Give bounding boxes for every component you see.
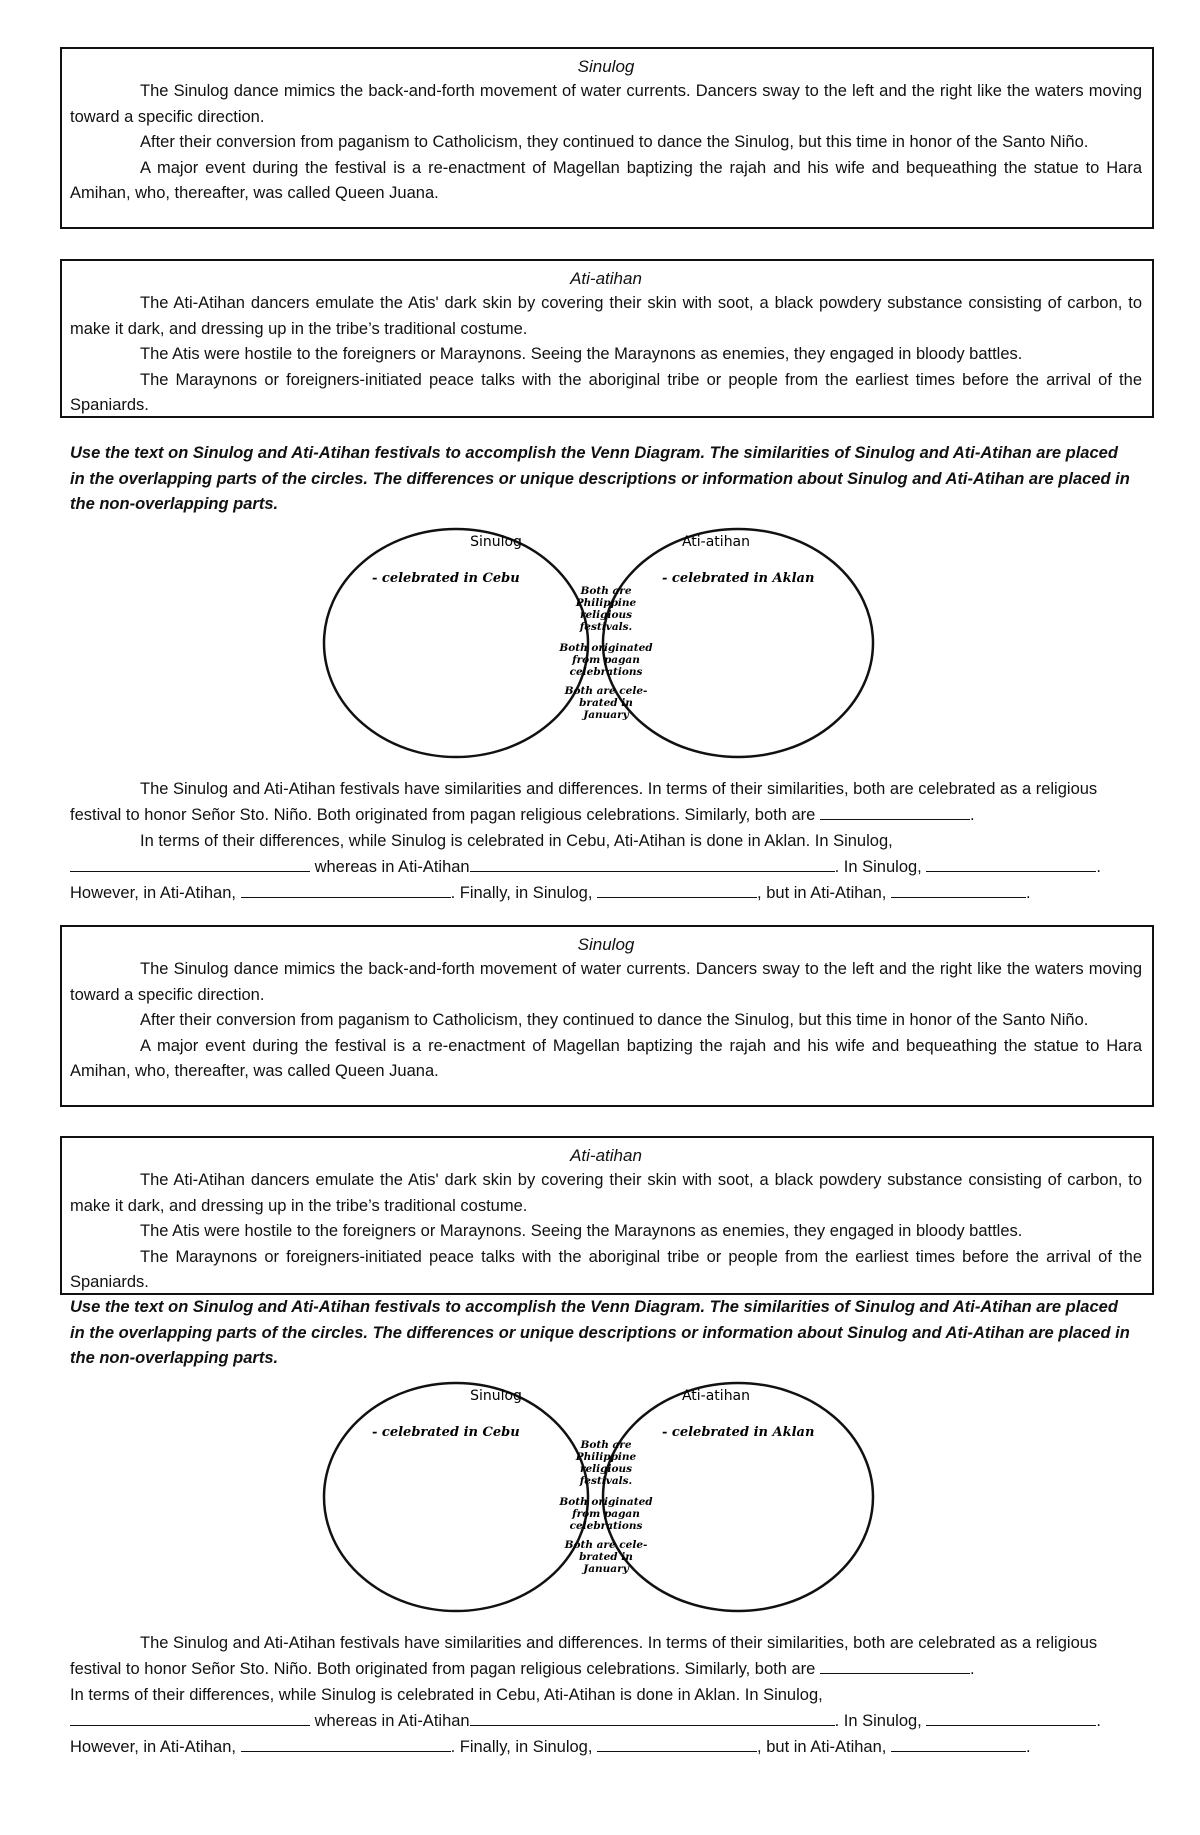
- atiatihan-text-box: [60, 259, 1154, 418]
- sinulog-paragraph-3: A major event during the festival is a re-enactment of Magellan baptizing the rajah and his wife and bequeathing the statue to Hara Amihan, who, thereafter, was called Queen Juana.: [70, 1036, 1142, 1080]
- summary-sentence-3: whereas in Ati-Atihan: [314, 1712, 470, 1730]
- atiatihan-paragraph-3: The Maraynons or foreigners-initiated peace talks with the aboriginal tribe or people from the earliest times before the arrival of the Spaniards.: [70, 1247, 1142, 1291]
- venn-left-item: - celebrated in Cebu: [372, 1425, 520, 1440]
- blank-3[interactable]: [470, 855, 835, 872]
- blank-5[interactable]: [241, 1735, 451, 1752]
- summary-sentence-5: However, in Ati-Atihan,: [70, 1738, 236, 1756]
- venn-overlap-text: [558, 1439, 653, 1575]
- venn-right-item: - celebrated in Aklan: [662, 1425, 815, 1440]
- overlap-3-line-1: Both are cele-: [564, 685, 648, 697]
- venn-right-label: Ati-atihan: [681, 534, 751, 550]
- summary-paragraph: The Sinulog and Ati-Atihan festivals have similarities and differences. In terms of their similarities, both are celebrated as a religious festival to honor Señor Sto. Niño. Both originated from pagan religious celebrations. Similarly, both are . In terms of their differences, while Sinulog is celebrated in Cebu, Ati-Atihan is done in Aklan. In Sinulog, whereas in Ati-Atihan . In Sinulog, . However, in Ati-Atihan, . Finally, in Sinulog, , but in Ati-Atihan, .: [70, 1634, 1101, 1756]
- overlap-1-line-1: Both are: [580, 585, 632, 597]
- blank-5[interactable]: [241, 881, 451, 898]
- overlap-2-line-1: Both originated: [559, 1496, 653, 1508]
- overlap-3-line-1: Both are cele-: [564, 1539, 648, 1551]
- overlap-1-line-1: Both are: [580, 1439, 632, 1451]
- summary-sentence-4: . In Sinulog,: [834, 1712, 922, 1730]
- atiatihan-text-box: [60, 1136, 1154, 1295]
- summary-sentence-7: , but in Ati-Atihan,: [757, 884, 887, 902]
- overlap-3-line-2: brated in: [579, 697, 633, 709]
- atiatihan-paragraph-2: The Atis were hostile to the foreigners or Maraynons. Seeing the Maraynons as enemies, they engaged in bloody battles.: [140, 345, 1023, 363]
- summary-sentence-2: In terms of their differences, while Sinulog is celebrated in Cebu, Ati-Atihan is done in Aklan. In Sinulog,: [140, 832, 893, 850]
- overlap-2-line-3: celebrations: [569, 666, 643, 678]
- summary-sentence-4: . In Sinulog,: [834, 858, 922, 876]
- overlap-1-line-4: festivals.: [579, 621, 633, 633]
- sinulog-circle: [324, 1383, 588, 1611]
- atiatihan-paragraph-1: The Ati-Atihan dancers emulate the Atis' dark skin by covering their skin with soot, a black powdery substance consisting of carbon, to make it dark, and dressing up in the tribe’s traditional costume.: [70, 294, 1142, 338]
- sinulog-paragraph-1: The Sinulog dance mimics the back-and-forth movement of water currents. Dancers sway to the left and the right like the waters moving toward a specific direction.: [70, 82, 1142, 126]
- atiatihan-paragraph-3: The Maraynons or foreigners-initiated peace talks with the aboriginal tribe or people from the earliest times before the arrival of the Spaniards.: [70, 370, 1142, 414]
- blank-4[interactable]: [926, 855, 1096, 872]
- overlap-1-line-3: religious: [579, 1463, 633, 1475]
- blank-7[interactable]: [891, 1735, 1026, 1752]
- overlap-1-line-2: Philippine: [575, 597, 637, 609]
- venn-overlap-text: [558, 585, 653, 721]
- blank-1[interactable]: [820, 1657, 970, 1674]
- overlap-3-line-3: January: [583, 709, 629, 721]
- venn-left-item: - celebrated in Cebu: [372, 571, 520, 586]
- atiatihan-title: Ati-atihan: [570, 1146, 642, 1165]
- venn-diagram: [320, 526, 890, 766]
- summary-paragraph: The Sinulog and Ati-Atihan festivals have similarities and differences. In terms of their similarities, both are celebrated as a religious festival to honor Señor Sto. Niño. Both originated from pagan religious celebrations. Similarly, both are . In terms of their differences, while Sinulog is celebrated in Cebu, Ati-Atihan is done in Aklan. In Sinulog, whereas in Ati-Atihan . In Sinulog, . However, in Ati-Atihan, . Finally, in Sinulog, , but in Ati-Atihan, .: [70, 780, 1101, 902]
- sinulog-text-box: [60, 925, 1154, 1107]
- atiatihan-paragraph-1: The Ati-Atihan dancers emulate the Atis' dark skin by covering their skin with soot, a black powdery substance consisting of carbon, to make it dark, and dressing up in the tribe’s traditional costume.: [70, 1171, 1142, 1215]
- venn-left-label: Sinulog: [470, 534, 522, 550]
- overlap-1-line-4: festivals.: [579, 1475, 633, 1487]
- overlap-2-line-1: Both originated: [559, 642, 653, 654]
- overlap-3-line-3: January: [583, 1563, 629, 1575]
- summary-sentence-2: In terms of their differences, while Sinulog is celebrated in Cebu, Ati-Atihan is done in Aklan. In Sinulog,: [70, 1686, 823, 1704]
- summary-sentence-1: The Sinulog and Ati-Atihan festivals have similarities and differences. In terms of their similarities, both are celebrated as a religious festival to honor Señor Sto. Niño. Both originated from pagan religious celebrations. Similarly, both are: [70, 1634, 1098, 1678]
- venn-instructions: Use the text on Sinulog and Ati-Atihan festivals to accomplish the Venn Diagram. The similarities of Sinulog and Ati-Atihan are placed in the overlapping parts of the circles. The differences or unique descriptions or information about Sinulog and Ati-Atihan are placed in the non-overlapping parts.: [70, 444, 1130, 513]
- sinulog-paragraph-2: After their conversion from paganism to Catholicism, they continued to dance the Sinulog, but this time in honor of the Santo Niño.: [140, 1011, 1089, 1029]
- sinulog-paragraph-2: After their conversion from paganism to Catholicism, they continued to dance the Sinulog, but this time in honor of the Santo Niño.: [140, 133, 1089, 151]
- summary-sentence-5: However, in Ati-Atihan,: [70, 884, 236, 902]
- overlap-2-line-2: from pagan: [572, 654, 640, 666]
- overlap-2-line-3: celebrations: [569, 1520, 643, 1532]
- summary-sentence-1: The Sinulog and Ati-Atihan festivals have similarities and differences. In terms of their similarities, both are celebrated as a religious festival to honor Señor Sto. Niño. Both originated from pagan religious celebrations. Similarly, both are: [70, 780, 1098, 824]
- atiatihan-title: Ati-atihan: [570, 269, 642, 288]
- sinulog-circle: [324, 529, 588, 757]
- blank-7[interactable]: [891, 881, 1026, 898]
- summary-sentence-6: . Finally, in Sinulog,: [450, 884, 593, 902]
- sinulog-title: Sinulog: [577, 935, 635, 954]
- blank-4[interactable]: [926, 1709, 1096, 1726]
- overlap-3-line-2: brated in: [579, 1551, 633, 1563]
- overlap-1-line-2: Philippine: [575, 1451, 637, 1463]
- venn-diagram: [320, 1380, 890, 1620]
- blank-2[interactable]: [70, 1709, 310, 1726]
- sinulog-paragraph-1: The Sinulog dance mimics the back-and-forth movement of water currents. Dancers sway to the left and the right like the waters moving toward a specific direction.: [70, 960, 1142, 1004]
- summary-sentence-7: , but in Ati-Atihan,: [757, 1738, 887, 1756]
- blank-6[interactable]: [597, 881, 757, 898]
- overlap-2-line-2: from pagan: [572, 1508, 640, 1520]
- sinulog-paragraph-3: A major event during the festival is a re-enactment of Magellan baptizing the rajah and his wife and bequeathing the statue to Hara Amihan, who, thereafter, was called Queen Juana.: [70, 158, 1142, 202]
- overlap-1-line-3: religious: [579, 609, 633, 621]
- summary-sentence-6: . Finally, in Sinulog,: [450, 1738, 593, 1756]
- summary-sentence-3: whereas in Ati-Atihan: [314, 858, 470, 876]
- blank-2[interactable]: [70, 855, 310, 872]
- venn-right-item: - celebrated in Aklan: [662, 571, 815, 586]
- venn-left-label: Sinulog: [470, 1388, 522, 1404]
- atiatihan-paragraph-2: The Atis were hostile to the foreigners or Maraynons. Seeing the Maraynons as enemies, they engaged in bloody battles.: [140, 1222, 1023, 1240]
- blank-1[interactable]: [820, 803, 970, 820]
- venn-right-label: Ati-atihan: [681, 1388, 751, 1404]
- blank-6[interactable]: [597, 1735, 757, 1752]
- blank-3[interactable]: [470, 1709, 835, 1726]
- sinulog-title: Sinulog: [577, 57, 635, 76]
- sinulog-text-box: [60, 47, 1154, 229]
- venn-instructions: Use the text on Sinulog and Ati-Atihan festivals to accomplish the Venn Diagram. The similarities of Sinulog and Ati-Atihan are placed in the overlapping parts of the circles. The differences or unique descriptions or information about Sinulog and Ati-Atihan are placed in the non-overlapping parts.: [70, 1298, 1130, 1367]
